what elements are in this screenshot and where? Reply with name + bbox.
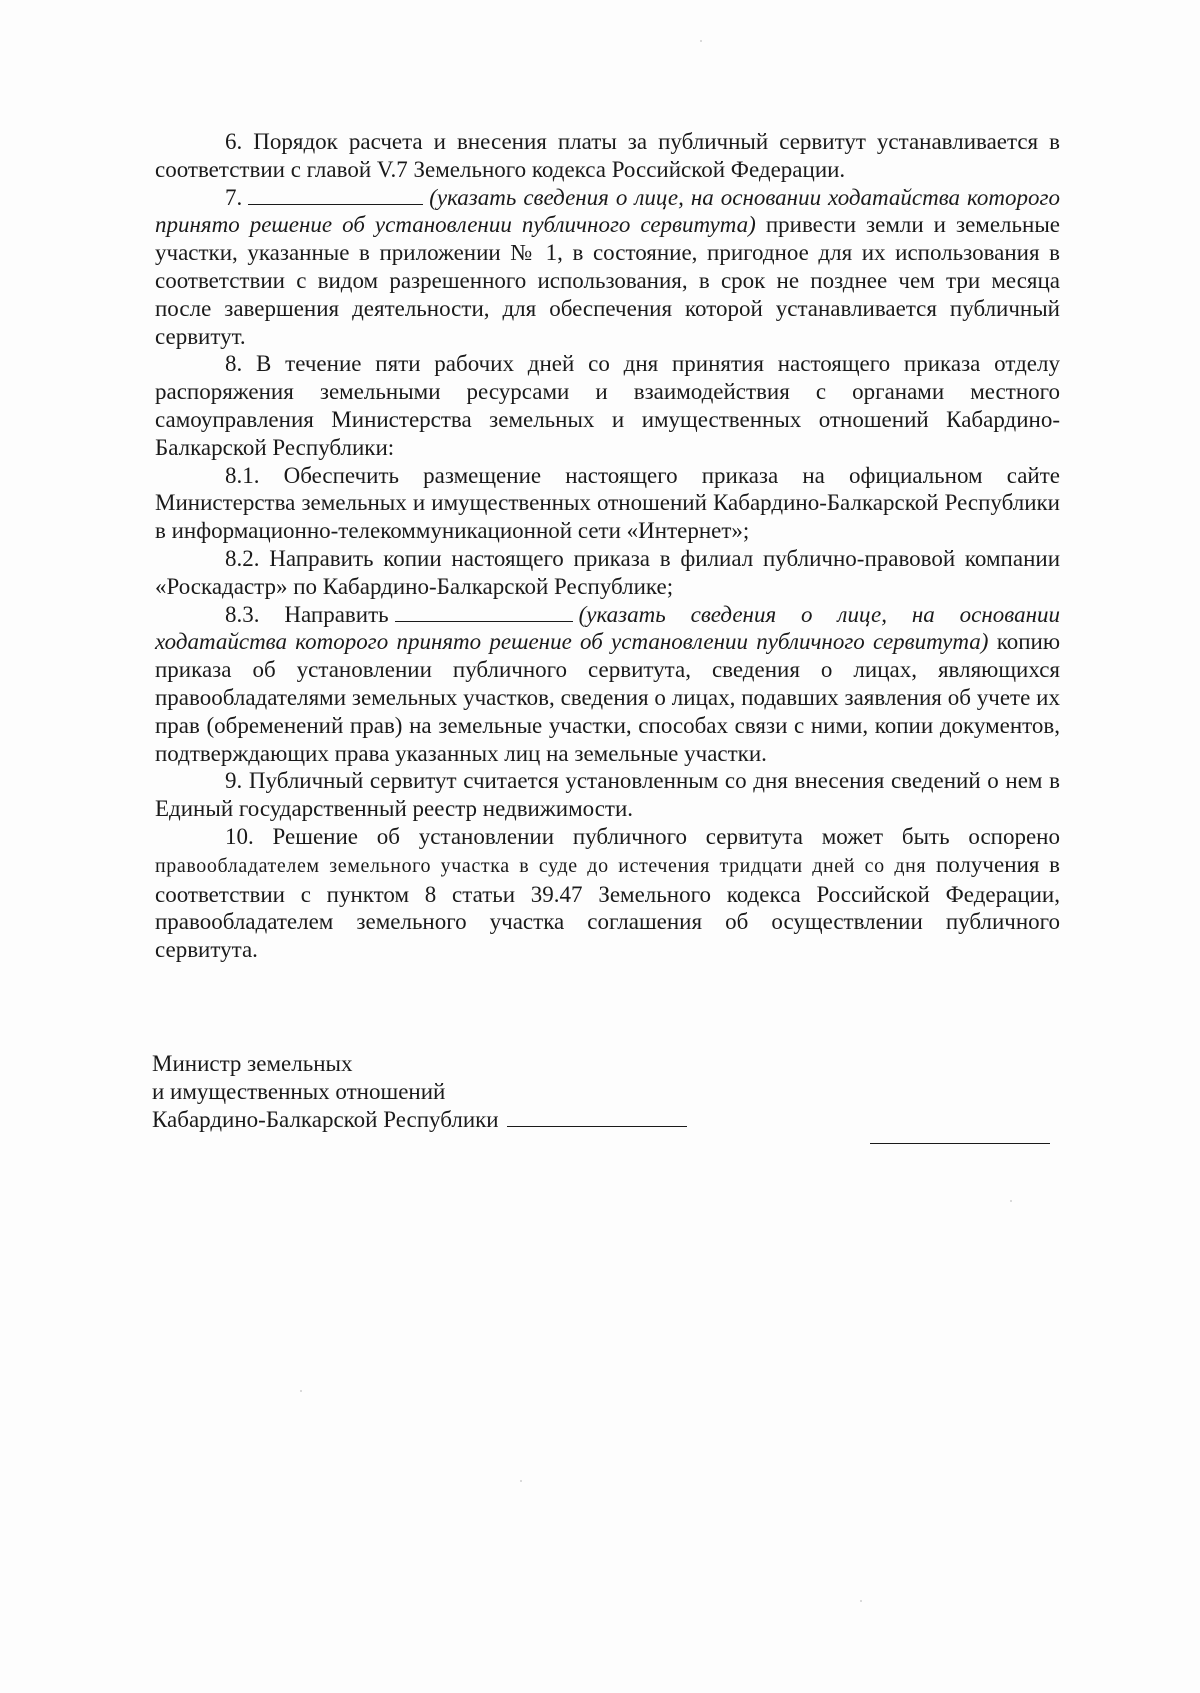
- paragraph-8-3-text: копию приказа об установлении публичного сервитута, сведения о лицах, являющихся правообладателями земельных участков, сведения о лицах, подавших заявления об учете их прав (обременений прав) на земельные участки, способах связи с ними, копии документов, подтверждающих права указанных лиц на земельные участки.: [155, 629, 1061, 766]
- paragraph-10-lead: 10. Решение об установлении публичного сервитута может быть оспорено: [225, 823, 1060, 849]
- scan-speck: [860, 1600, 862, 1602]
- paragraph-8-1: [155, 462, 1060, 545]
- scan-speck: [520, 1480, 522, 1482]
- document-body: [155, 128, 1060, 964]
- name-blank-line: [870, 1125, 1050, 1144]
- paragraph-8: [155, 350, 1060, 461]
- paragraph-10: [155, 823, 1060, 964]
- paragraph-9-text: 9. Публичный сервитут считается установленным со дня внесения сведений о нем в Единый государственный реестр недвижимости.: [155, 768, 1060, 822]
- signatory-title-line-3-text: Кабардино-Балкарской Республики: [152, 1107, 499, 1132]
- paragraph-7-blank-line: [248, 186, 423, 205]
- paragraph-10-small-line: правообладателем земельного участка в суде до истечения тридцати дней со дня: [155, 854, 927, 877]
- paragraph-7-instruction: (указать сведения о лице, на основании ходатайства которого принято решение об установлении публичного сервитута): [155, 184, 1060, 238]
- signature-block: [152, 1050, 1052, 1134]
- paragraph-7: [155, 184, 1060, 351]
- signatory-title-line-2: и имущественных отношений: [152, 1079, 446, 1104]
- paragraph-8-2-text: 8.2. Направить копии настоящего приказа в филиал публично-правовой компании «Роскадастр» по Кабардино-Балкарской Республике;: [155, 545, 1060, 599]
- paragraph-6: [155, 128, 1060, 184]
- paragraph-9: [155, 767, 1060, 823]
- scan-speck: [700, 40, 702, 42]
- paragraph-8-3-instruction: (указать сведения о лице, на основании ходатайства которого принято решение об установлении публичного сервитута): [155, 601, 1060, 655]
- paragraph-8-1-text: 8.1. Обеспечить размещение настоящего приказа на официальном сайте Министерства земельных и имущественных отношений Кабардино-Балкарской Республики в информационно-телекоммуникационной сети «Интернет»;: [155, 462, 1060, 544]
- scan-speck: [1010, 1200, 1012, 1202]
- paragraph-10-text: получения в соответствии с пунктом 8 статьи 39.47 Земельного кодекса Российской Федерации, правообладателем земельного участка соглашения об осуществлении публичного сервитута.: [155, 851, 1060, 963]
- signature-blank-line: [507, 1108, 687, 1127]
- paragraph-8-3-lead: 8.3. Направить: [225, 601, 389, 627]
- paragraph-8-3-blank-line: [395, 603, 573, 622]
- paragraph-7-number: 7.: [225, 184, 243, 210]
- paragraph-6-text: 6. Порядок расчета и внесения платы за публичный сервитут устанавливается в соответствии с главой V.7 Земельного кодекса Российской Федерации.: [155, 129, 1060, 182]
- signatory-title-line-1: Министр земельных: [152, 1051, 353, 1076]
- paragraph-8-3: [155, 601, 1060, 768]
- paragraph-8-text: 8. В течение пяти рабочих дней со дня принятия настоящего приказа отделу распоряжения земельными ресурсами и взаимодействия с органами местного самоуправления Министерства земельных и имущественных отношений Кабардино-Балкарской Республики:: [155, 351, 1060, 460]
- paragraph-7-text: привести земли и земельные участки, указанные в приложении № 1, в состояние, пригодное для их использования в соответствии с видом разрешенного использования, в срок не позднее чем три месяца после завершения деятельности, для обеспечения которой устанавливается публичный сервитут.: [155, 212, 1060, 349]
- paragraph-8-2: [155, 545, 1060, 601]
- scan-speck: [300, 1390, 302, 1392]
